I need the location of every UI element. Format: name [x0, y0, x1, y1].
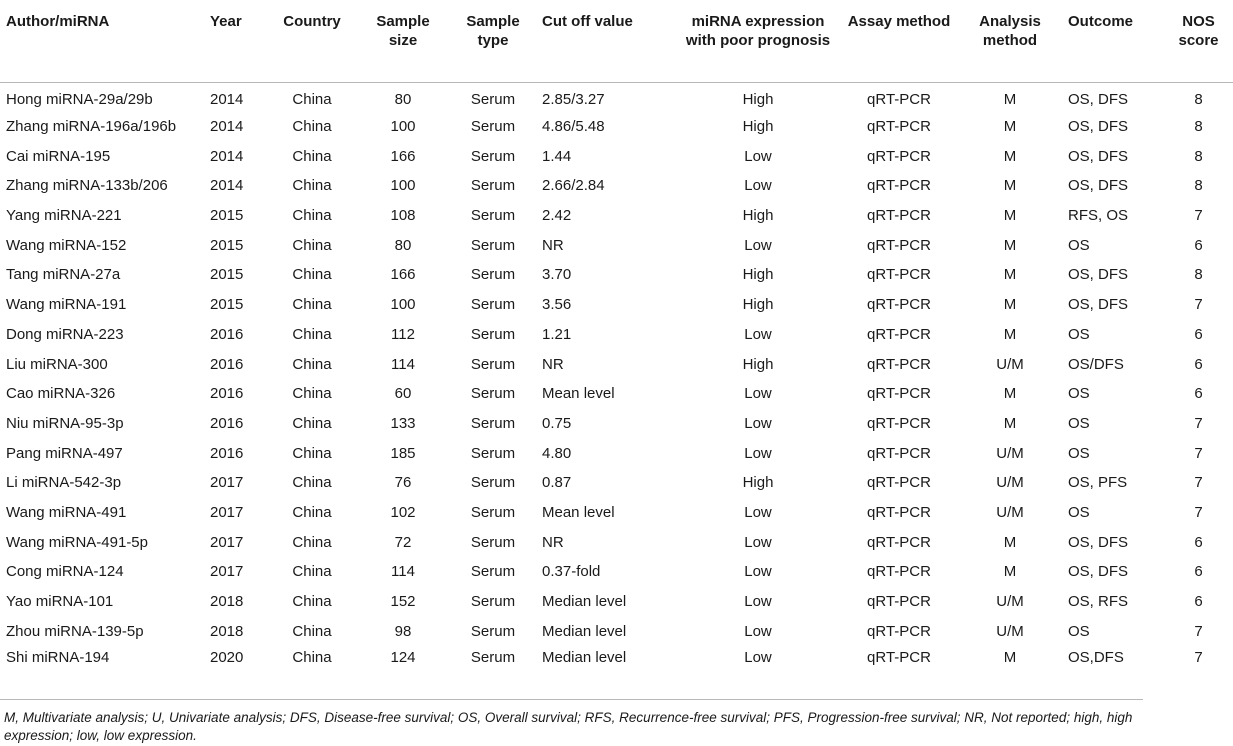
- cell-year: 2016: [210, 385, 244, 403]
- cell-author: Hong miRNA-29a/29b: [6, 90, 153, 108]
- cell-cutoff: 2.85/3.27: [542, 90, 605, 108]
- cell-author: Wang miRNA-491-5p: [6, 533, 148, 551]
- cell-year: 2015: [210, 236, 244, 254]
- cell-outcome: OS: [1068, 503, 1090, 521]
- cell-country: China: [292, 444, 332, 462]
- cell-analysis: M: [1003, 385, 1017, 403]
- cell-assay: qRT-PCR: [867, 533, 931, 551]
- cell-sample-type: Serum: [470, 118, 516, 136]
- cell-year: 2016: [210, 355, 244, 373]
- cell-nos: 8: [1194, 147, 1203, 165]
- cell-expression: Low: [744, 649, 772, 667]
- cell-nos: 7: [1194, 414, 1203, 432]
- cell-nos: 7: [1194, 503, 1203, 521]
- cell-country: China: [292, 177, 332, 195]
- cell-analysis: M: [1003, 649, 1017, 667]
- header-year: Year: [206, 0, 266, 82]
- cell-assay: qRT-PCR: [867, 118, 931, 136]
- cell-country: China: [292, 90, 332, 108]
- cell-country: China: [292, 563, 332, 581]
- cell-author: Cong miRNA-124: [6, 563, 124, 581]
- cell-sample-size: 100: [390, 118, 416, 136]
- table-row: [0, 527, 1233, 557]
- cell-analysis: M: [1003, 296, 1017, 314]
- table-row: [0, 438, 1233, 468]
- table-row: [0, 320, 1233, 350]
- cell-analysis: M: [1003, 533, 1017, 551]
- cell-expression: Low: [744, 236, 772, 254]
- cell-analysis: M: [1003, 147, 1017, 165]
- cell-year: 2016: [210, 414, 244, 432]
- cell-year: 2017: [210, 503, 244, 521]
- cell-year: 2015: [210, 207, 244, 225]
- cell-outcome: OS/DFS: [1068, 355, 1124, 373]
- cell-analysis: M: [1003, 266, 1017, 284]
- cell-sample-size: 98: [394, 622, 412, 640]
- cell-year: 2014: [210, 147, 244, 165]
- cell-expression: Low: [744, 622, 772, 640]
- cell-assay: qRT-PCR: [867, 563, 931, 581]
- cell-cutoff: NR: [542, 236, 564, 254]
- cell-author: Cai miRNA-195: [6, 147, 111, 165]
- table-row: [0, 171, 1233, 201]
- table-row: [0, 290, 1233, 320]
- cell-expression: Low: [744, 147, 772, 165]
- cell-assay: qRT-PCR: [867, 593, 931, 611]
- table-row: [0, 141, 1233, 171]
- cell-sample-type: Serum: [470, 622, 516, 640]
- cell-outcome: OS: [1068, 414, 1090, 432]
- table-row: [0, 82, 1233, 112]
- cell-outcome: OS, DFS: [1068, 563, 1129, 581]
- cell-cutoff: Mean level: [542, 503, 615, 521]
- cell-cutoff: Median level: [542, 649, 627, 667]
- cell-assay: qRT-PCR: [867, 385, 931, 403]
- cell-country: China: [292, 355, 332, 373]
- cell-nos: 6: [1194, 325, 1203, 343]
- cell-analysis: M: [1003, 563, 1017, 581]
- cell-outcome: OS: [1068, 236, 1090, 254]
- cell-expression: Low: [744, 444, 772, 462]
- cell-expression: Low: [744, 385, 772, 403]
- cell-year: 2018: [210, 593, 244, 611]
- cell-outcome: OS, DFS: [1068, 177, 1129, 195]
- table-footnote: M, Multivariate analysis; U, Univariate analysis; DFS, Disease-free survival; OS, Overall survival; RFS, Recurrence-free survival; PFS, Progression-free survival; NR, Not reported; high, high expression; low, low expression.: [4, 710, 1133, 743]
- cell-country: China: [292, 207, 332, 225]
- table-row: [0, 557, 1233, 587]
- cell-sample-size: 114: [391, 355, 415, 373]
- cell-expression: Low: [744, 533, 772, 551]
- cell-cutoff: 2.42: [542, 207, 572, 225]
- cell-author: Li miRNA-542-3p: [6, 474, 122, 492]
- header-nos: NOS score: [1164, 0, 1233, 82]
- cell-assay: qRT-PCR: [867, 355, 931, 373]
- cell-outcome: OS: [1068, 325, 1090, 343]
- table-row: [0, 616, 1233, 646]
- cell-nos: 7: [1194, 207, 1203, 225]
- cell-sample-type: Serum: [470, 266, 516, 284]
- table-row: [0, 201, 1233, 231]
- cell-assay: qRT-PCR: [867, 207, 931, 225]
- cell-outcome: OS, DFS: [1068, 296, 1129, 314]
- cell-expression: Low: [744, 177, 772, 195]
- cell-expression: High: [742, 266, 774, 284]
- cell-country: China: [292, 325, 332, 343]
- cell-sample-size: 102: [390, 503, 416, 521]
- cell-sample-size: 100: [390, 177, 416, 195]
- cell-author: Tang miRNA-27a: [6, 266, 121, 284]
- footer-divider: [0, 699, 1143, 700]
- cell-author: Zhang miRNA-196a/196b: [6, 118, 177, 136]
- cell-sample-size: 100: [390, 296, 416, 314]
- cell-assay: qRT-PCR: [867, 444, 931, 462]
- header-analysis: Analysis method: [956, 0, 1064, 82]
- cell-sample-type: Serum: [470, 503, 516, 521]
- cell-expression: High: [742, 355, 774, 373]
- header-author: Author/miRNA: [0, 0, 206, 82]
- cell-sample-type: Serum: [470, 593, 516, 611]
- cell-nos: 8: [1194, 266, 1203, 284]
- cell-nos: 8: [1194, 90, 1203, 108]
- cell-nos: 6: [1194, 236, 1203, 254]
- cell-sample-type: Serum: [470, 147, 516, 165]
- cell-assay: qRT-PCR: [867, 266, 931, 284]
- cell-nos: 7: [1194, 622, 1203, 640]
- cell-sample-type: Serum: [470, 414, 516, 432]
- cell-year: 2015: [210, 296, 244, 314]
- cell-country: China: [292, 503, 332, 521]
- cell-country: China: [292, 622, 332, 640]
- cell-year: 2017: [210, 533, 244, 551]
- cell-sample-type: Serum: [470, 385, 516, 403]
- cell-sample-size: 80: [394, 236, 412, 254]
- cell-country: China: [292, 414, 332, 432]
- cell-year: 2016: [210, 325, 244, 343]
- cell-nos: 7: [1194, 474, 1203, 492]
- cell-country: China: [292, 649, 332, 667]
- cell-nos: 8: [1194, 177, 1203, 195]
- header-assay: Assay method: [842, 0, 956, 82]
- cell-expression: Low: [744, 503, 772, 521]
- cell-cutoff: 0.75: [542, 414, 572, 432]
- cell-analysis: U/M: [996, 474, 1024, 492]
- cell-analysis: M: [1003, 325, 1017, 343]
- table-row: [0, 409, 1233, 439]
- cell-analysis: M: [1003, 414, 1017, 432]
- cell-assay: qRT-PCR: [867, 414, 931, 432]
- cell-country: China: [292, 118, 332, 136]
- cell-cutoff: 1.21: [542, 325, 572, 343]
- cell-analysis: U/M: [996, 503, 1024, 521]
- cell-assay: qRT-PCR: [867, 474, 931, 492]
- cell-outcome: OS, DFS: [1068, 90, 1129, 108]
- cell-sample-type: Serum: [470, 296, 516, 314]
- cell-outcome: OS, PFS: [1068, 474, 1128, 492]
- cell-outcome: OS, DFS: [1068, 147, 1129, 165]
- cell-assay: qRT-PCR: [867, 236, 931, 254]
- table-body: [0, 82, 1233, 676]
- cell-author: Yao miRNA-101: [6, 593, 114, 611]
- cell-nos: 7: [1194, 296, 1203, 314]
- cell-year: 2016: [210, 444, 244, 462]
- cell-sample-type: Serum: [470, 474, 516, 492]
- cell-author: Pang miRNA-497: [6, 444, 123, 462]
- cell-author: Wang miRNA-152: [6, 236, 127, 254]
- cell-cutoff: Mean level: [542, 385, 615, 403]
- cell-expression: High: [742, 118, 774, 136]
- cell-sample-type: Serum: [470, 444, 516, 462]
- cell-sample-type: Serum: [470, 236, 516, 254]
- cell-author: Zhang miRNA-133b/206: [6, 177, 168, 195]
- table-row: [0, 498, 1233, 528]
- table-row: [0, 112, 1233, 142]
- cell-assay: qRT-PCR: [867, 325, 931, 343]
- cell-year: 2017: [210, 563, 244, 581]
- cell-assay: qRT-PCR: [867, 649, 931, 667]
- cell-sample-size: 76: [394, 474, 412, 492]
- cell-author: Niu miRNA-95-3p: [6, 414, 124, 432]
- cell-cutoff: NR: [542, 533, 564, 551]
- table-row: [0, 646, 1233, 676]
- cell-outcome: OS,DFS: [1068, 649, 1124, 667]
- cell-sample-type: Serum: [470, 325, 516, 343]
- table-row: [0, 260, 1233, 290]
- cell-cutoff: NR: [542, 355, 564, 373]
- cell-sample-type: Serum: [470, 355, 516, 373]
- cell-outcome: OS, RFS: [1068, 593, 1129, 611]
- cell-assay: qRT-PCR: [867, 177, 931, 195]
- header-outcome: Outcome: [1064, 0, 1164, 82]
- cell-country: China: [292, 147, 332, 165]
- cell-assay: qRT-PCR: [867, 622, 931, 640]
- cell-author: Yang miRNA-221: [6, 207, 122, 225]
- cell-cutoff: 1.44: [542, 147, 572, 165]
- cell-nos: 6: [1194, 563, 1203, 581]
- cell-country: China: [292, 533, 332, 551]
- cell-author: Cao miRNA-326: [6, 385, 116, 403]
- table-row: [0, 468, 1233, 498]
- cell-analysis: U/M: [996, 444, 1024, 462]
- cell-year: 2018: [210, 622, 244, 640]
- cell-expression: High: [742, 296, 774, 314]
- cell-nos: 6: [1194, 593, 1203, 611]
- cell-cutoff: 0.37-fold: [542, 563, 601, 581]
- cell-analysis: U/M: [996, 355, 1024, 373]
- cell-outcome: OS: [1068, 444, 1090, 462]
- table-row: [0, 349, 1233, 379]
- cell-analysis: M: [1003, 207, 1017, 225]
- cell-cutoff: 2.66/2.84: [542, 177, 605, 195]
- cell-expression: High: [742, 474, 774, 492]
- cell-sample-size: 108: [390, 207, 416, 225]
- cell-assay: qRT-PCR: [867, 90, 931, 108]
- cell-author: Dong miRNA-223: [6, 325, 124, 343]
- table-row: [0, 379, 1233, 409]
- cell-outcome: OS: [1068, 385, 1090, 403]
- cell-expression: Low: [744, 593, 772, 611]
- cell-sample-size: 152: [390, 593, 416, 611]
- cell-author: Shi miRNA-194: [6, 649, 110, 667]
- cell-sample-size: 133: [390, 414, 416, 432]
- table-row: [0, 587, 1233, 617]
- header-sample-size: Sample size: [358, 0, 448, 82]
- cell-outcome: OS: [1068, 622, 1090, 640]
- cell-sample-type: Serum: [470, 533, 516, 551]
- cell-analysis: M: [1003, 177, 1017, 195]
- cell-sample-type: Serum: [470, 563, 516, 581]
- cell-nos: 8: [1194, 118, 1203, 136]
- cell-nos: 6: [1194, 355, 1203, 373]
- cell-sample-type: Serum: [470, 207, 516, 225]
- cell-cutoff: Median level: [542, 622, 627, 640]
- cell-sample-size: 185: [390, 444, 416, 462]
- cell-analysis: U/M: [996, 593, 1024, 611]
- cell-year: 2017: [210, 474, 244, 492]
- cell-year: 2014: [210, 118, 244, 136]
- cell-cutoff: 0.87: [542, 474, 572, 492]
- header-cutoff: Cut off value: [538, 0, 674, 82]
- cell-sample-size: 166: [390, 266, 416, 284]
- cell-analysis: M: [1003, 118, 1017, 136]
- cell-nos: 7: [1194, 444, 1203, 462]
- cell-expression: High: [742, 207, 774, 225]
- cell-sample-size: 60: [394, 385, 412, 403]
- cell-assay: qRT-PCR: [867, 503, 931, 521]
- cell-cutoff: 4.80: [542, 444, 572, 462]
- cell-analysis: M: [1003, 90, 1017, 108]
- cell-author: Liu miRNA-300: [6, 355, 108, 373]
- header-country: Country: [266, 0, 358, 82]
- cell-assay: qRT-PCR: [867, 147, 931, 165]
- cell-author: Wang miRNA-191: [6, 296, 127, 314]
- cell-sample-type: Serum: [470, 90, 516, 108]
- cell-analysis: U/M: [996, 622, 1024, 640]
- cell-country: China: [292, 593, 332, 611]
- header-row: [0, 0, 1233, 82]
- cell-expression: Low: [744, 325, 772, 343]
- cell-sample-size: 166: [390, 147, 416, 165]
- cell-country: China: [292, 236, 332, 254]
- cell-sample-size: 72: [394, 533, 412, 551]
- header-sample-type: Sample type: [448, 0, 538, 82]
- cell-sample-size: 112: [391, 325, 415, 343]
- cell-sample-size: 114: [391, 563, 415, 581]
- cell-sample-size: 124: [390, 649, 416, 667]
- cell-sample-type: Serum: [470, 649, 516, 667]
- cell-cutoff: 3.70: [542, 266, 572, 284]
- table-row: [0, 230, 1233, 260]
- cell-year: 2014: [210, 90, 244, 108]
- cell-nos: 6: [1194, 385, 1203, 403]
- header-expression: miRNA expression with poor prognosis: [674, 0, 842, 82]
- cell-country: China: [292, 266, 332, 284]
- cell-year: 2015: [210, 266, 244, 284]
- cell-sample-type: Serum: [470, 177, 516, 195]
- cell-cutoff: Median level: [542, 593, 627, 611]
- cell-expression: Low: [744, 563, 772, 581]
- cell-outcome: OS, DFS: [1068, 266, 1129, 284]
- cell-country: China: [292, 296, 332, 314]
- cell-country: China: [292, 385, 332, 403]
- cell-sample-size: 80: [394, 90, 412, 108]
- table-header: [0, 0, 1233, 82]
- cell-analysis: M: [1003, 236, 1017, 254]
- cell-cutoff: 3.56: [542, 296, 572, 314]
- cell-cutoff: 4.86/5.48: [542, 118, 605, 136]
- cell-author: Zhou miRNA-139-5p: [6, 622, 144, 640]
- cell-nos: 7: [1194, 649, 1203, 667]
- cell-year: 2020: [210, 649, 244, 667]
- cell-assay: qRT-PCR: [867, 296, 931, 314]
- cell-nos: 6: [1194, 533, 1203, 551]
- cell-outcome: OS, DFS: [1068, 118, 1129, 136]
- cell-expression: Low: [744, 414, 772, 432]
- cell-author: Wang miRNA-491: [6, 503, 127, 521]
- cell-year: 2014: [210, 177, 244, 195]
- cell-expression: High: [742, 90, 774, 108]
- cell-outcome: OS, DFS: [1068, 533, 1129, 551]
- cell-outcome: RFS, OS: [1068, 207, 1129, 225]
- cell-country: China: [292, 474, 332, 492]
